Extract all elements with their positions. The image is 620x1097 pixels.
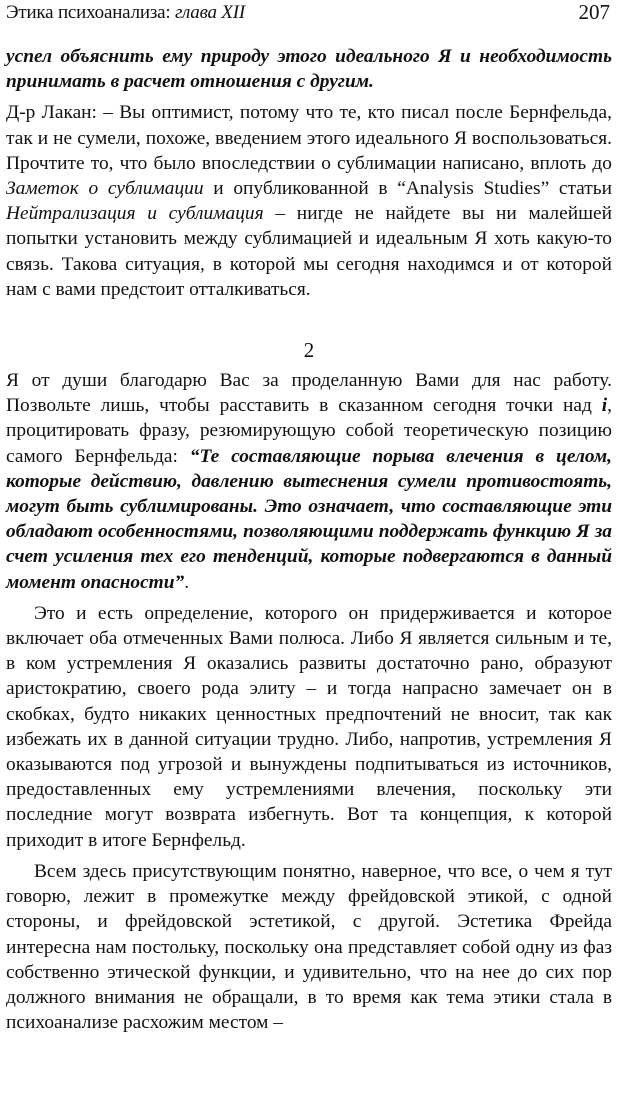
text-run: Я от души благодарю Вас за проделанную Вами для нас работу. Позвольте лишь, чтобы расставить в сказанном сегодня точки над — [6, 370, 612, 417]
paragraph-definition: Это и есть определение, которого он придерживается и которое включает оба отмеченных Вами полюса. Либо Я является сильным и те, в ком устремления Я оказались развиты достаточно рано, образуют аристократию, своего рода элиту – и тогда напрасно замечает он в скобках, будто никаких ценностных предпочтений не вносит, так как избежать их в данной ситуации трудно. Либо, напротив, устремления Я оказываются под угрозой и вынуждены подпитываться из источников, предоставленных ему устремлениями влечения, поскольку эти последние могут возврата избегнуть. Вот та концепция, к которой приходит в итоге Бернфельд. — [6, 602, 612, 851]
section-number: 2 — [303, 338, 315, 363]
text-run: . — [184, 571, 190, 593]
running-title — [6, 2, 245, 24]
bernfeld-quotation: “Те составляющие порыва влечения в целом, которые действию, давлению вытеснения сумели противостоять, могут быть сублимированы. Это означает, что составляющие эти обладают особенностями, позволяющими поддержать функцию Я за счет усиления тех его тенденций, которые подвергаются в данный момент опасности” — [6, 445, 612, 593]
paragraph-lacan-reply — [6, 100, 612, 302]
text-run: – нигде не найдете вы ни малейшей попытки установить между сублимацией и идеальным Я хоть какую-то связь. Такова ситуация, в которой мы сегодня находимся и от которой нам с вами предстоит отталкиваться. — [6, 203, 612, 300]
text-run: и опубликованной в “Analysis Studies” статьи — [203, 178, 612, 200]
title-notes-on-sublimation: Заметок о сублимации — [6, 178, 204, 200]
paragraph-ethics-aesthetics: Всем здесь присутствующим понятно, наверное, что все, о чем я тут говорю, лежит в промежутке между фрейдовской этикой, с одной стороны, и фрейдовской эстетикой, с другой. Эстетика Фрейда интересна нам постольку, поскольку она представляет собой одну из фаз собственно этической функции, и удивительно, что на нее до сих пор должного внимания не обращали, в то время как тема этики стала в психоанализе расхожим местом – — [6, 860, 612, 1034]
text-run: Д-р Лакан: – Вы оптимист, потому что те, кто писал после Бернфельда, так и не сумели, похоже, введением этого идеального Я воспользоваться. Прочтите то, что было впоследствии о сублимации написано, вплоть до — [6, 102, 612, 174]
paragraph-bernfeld-quote — [6, 368, 612, 595]
text-run: , процитировать фразу, резюмирующую собой теоретическую позицию самого Бернфельда: — [6, 395, 612, 467]
page-number: 207 — [578, 0, 610, 24]
letter-i: i — [601, 395, 608, 417]
paragraph-continued: успел объяснить ему природу этого идеального Я и необходимость принимать в расчет отношения с другим. — [6, 46, 612, 93]
running-title-plain: Этика психоанализа: — [6, 2, 176, 23]
running-head — [6, 0, 612, 36]
title-neutralization-article: Нейтрализация и сублимация — [6, 203, 264, 225]
running-title-chapter: глава XII — [175, 2, 246, 23]
